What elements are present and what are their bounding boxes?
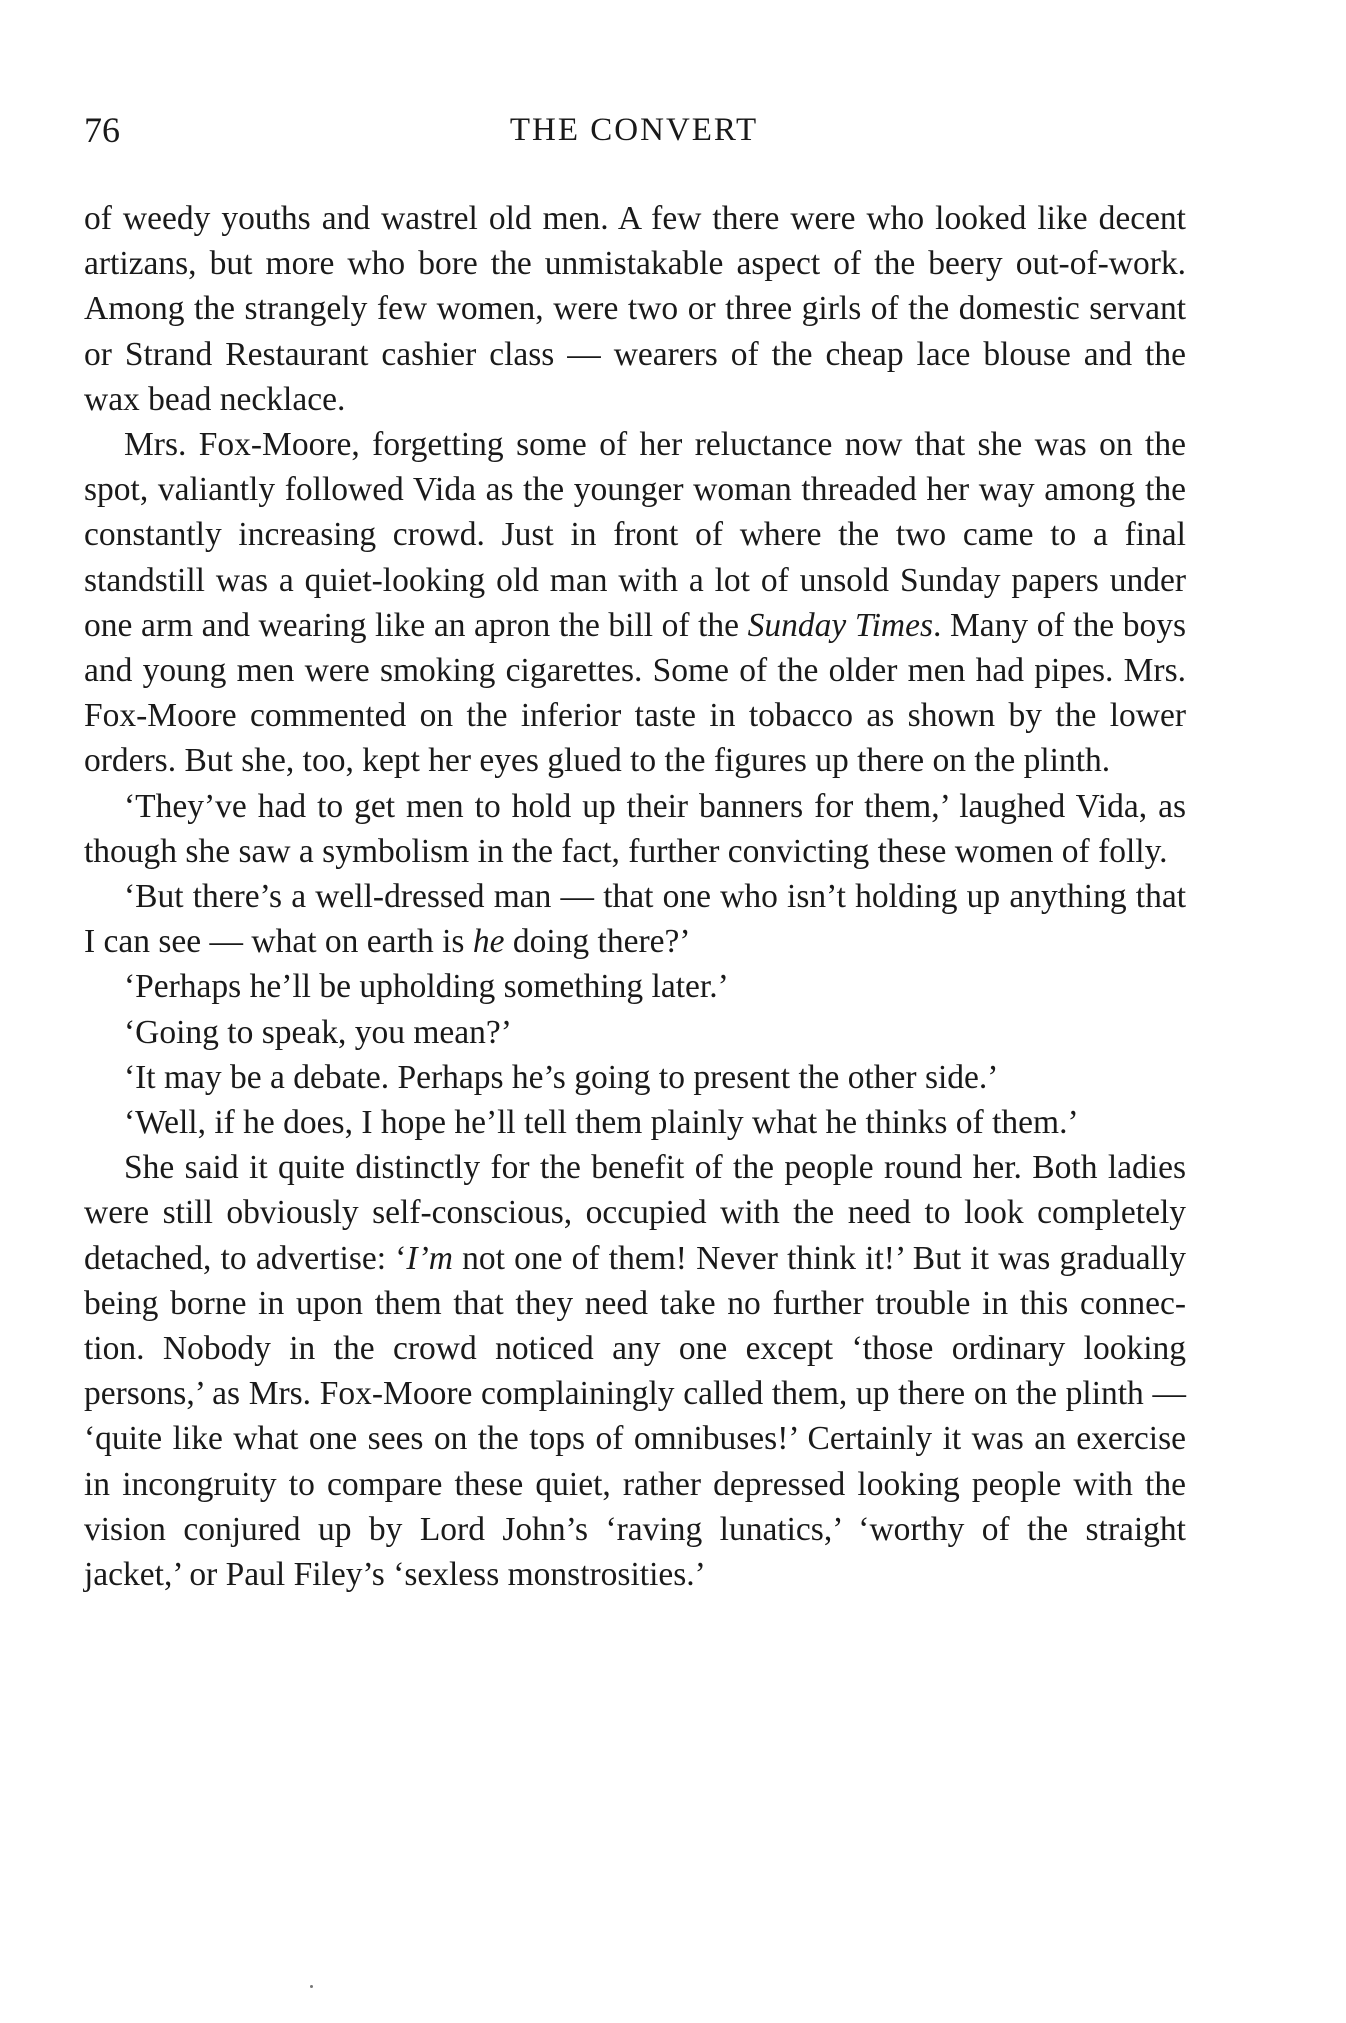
paragraph: ‘It may be a debate. Perhaps he’s going to present the other side.’ [124, 1058, 999, 1096]
paragraph: ‘Going to speak, you mean?’ [124, 1013, 512, 1051]
paragraph: of weedy youths and wastrel old men. A few there were who looked like decent artizans, but more who bore the unmistakable aspect of the beery out-of-work. Among the strangely few women, were two or three girls of the domestic servant or Strand Restaurant cashier class — wearers of the cheap lace blouse and the wax bead necklace. [84, 200, 1186, 418]
italic-text: I’m [406, 1239, 453, 1277]
paragraph [84, 422, 1186, 784]
italic-text: Sunday Times [747, 606, 934, 644]
paragraph [84, 874, 1186, 964]
text-run: ‘But there’s a well-dressed man — that one who isn’t holding up anything that I can see — what on earth is [84, 878, 1186, 961]
page-header [84, 100, 1184, 160]
text-run: Mrs. Fox-Moore, forgetting some of her reluctance now that she was on the spot, valiantly followed Vida as the younger woman threaded her way among the constantly increasing crowd. Just in front of where the two came to a final standstill was a quiet-looking old man with a lot of unsold Sunday papers under one arm and wearing like an apron the bill of the [84, 426, 1186, 644]
paragraph: ‘They’ve had to get men to hold up their banners for them,’ laughed Vida, as though she saw a symbolism in the fact, further convicting these women of folly. [84, 787, 1186, 870]
paragraph [84, 1145, 1186, 1597]
text-run: She said it quite distinctly for the benefit of the people round her. Both ladies were still obviously self-conscious, occupied with the need to look completely detached, to advertise: ‘ [84, 1149, 1186, 1277]
page-number: 76 [84, 110, 120, 150]
text-run: not one of them! Never think it!’ But it was gradually being borne in upon them that they need take no further trouble in this connection. Nobody in the crowd noticed any one except ‘those ordinary looking persons,’ as Mrs. Fox-Moore complainingly called them, up there on the plinth — ‘quite like what one sees on the tops of omnibuses!’ Certainly it was an exercise in incongruity to compare these quiet, rather depressed looking people with the vision conjured up by Lord John’s ‘raving lunatics,’ ‘worthy of the straight jacket,’ or Paul Filey’s ‘sexless monstrosities.’ [84, 1239, 1186, 1594]
paragraph: ‘Well, if he does, I hope he’ll tell them plainly what he thinks of them.’ [124, 1104, 1079, 1142]
text-run: . Many of the boys and young men were smoking cigarettes. Some of the older men had pipes. Mrs. Fox-Moore commented on the inferior taste in tobacco as shown by the lower orders. But she, too, kept her eyes glued to the figures up there on the plinth. [84, 606, 1186, 780]
print-speck [310, 1985, 313, 1988]
body-text [84, 196, 1186, 1597]
paragraph: ‘Perhaps he’ll be upholding something later.’ [124, 968, 729, 1006]
text-run: doing there?’ [504, 923, 691, 961]
running-head: THE CONVERT [509, 112, 759, 148]
italic-text: he [472, 923, 505, 961]
